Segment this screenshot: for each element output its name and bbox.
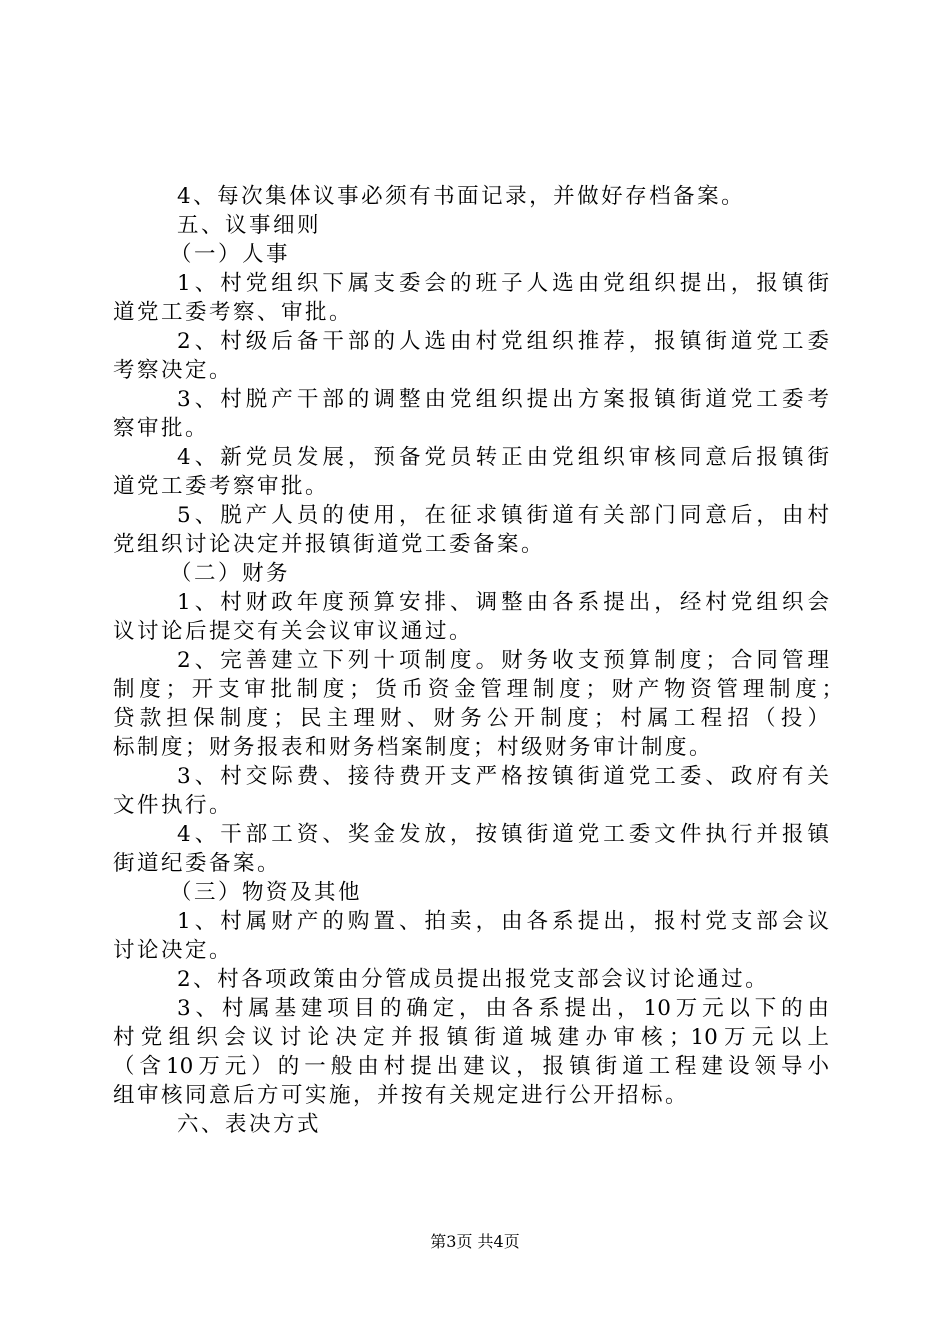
paragraph-line: 3、村脱产干部的调整由党组织提出方案报镇街道党工委考 (177, 387, 829, 412)
paragraph-line: 街道纪委备案。 (113, 851, 282, 876)
paragraph-line: （含10万元）的一般由村提出建议，报镇街道工程建设领导小 (113, 1054, 829, 1079)
paragraph-line: 道党工委考察审批。 (113, 474, 330, 499)
paragraph-line: 党组织讨论决定并报镇街道党工委备案。 (113, 532, 546, 557)
paragraph-line: 村党组织会议讨论决定并报镇街道城建办审核；10万元以上 (113, 1025, 829, 1050)
section-heading: 六、表决方式 (177, 1112, 322, 1137)
paragraph-line: 议讨论后提交有关会议审议通过。 (113, 619, 474, 644)
paragraph-line: 4、每次集体议事必须有书面记录，并做好存档备案。 (177, 184, 746, 209)
paragraph-line: 2、村各项政策由分管成员提出报党支部会议讨论通过。 (177, 967, 770, 992)
paragraph-line: 贷款担保制度；民主理财、财务公开制度；村属工程招（投） (113, 706, 829, 731)
paragraph-line: 2、村级后备干部的人选由村党组织推荐，报镇街道党工委 (177, 329, 829, 354)
paragraph-line: 道党工委考察、审批。 (113, 300, 354, 325)
paragraph-line: 考察决定。 (113, 358, 234, 383)
paragraph-line: 察审批。 (113, 416, 210, 441)
paragraph-line: 3、村属基建项目的确定，由各系提出，10万元以下的由 (177, 996, 829, 1021)
paragraph-line: 标制度；财务报表和财务档案制度；村级财务审计制度。 (113, 735, 714, 760)
paragraph-line: 讨论决定。 (113, 938, 234, 963)
page-number-footer: 第3页 共4页 (430, 1232, 520, 1251)
paragraph-line: 1、村党组织下属支委会的班子人选由党组织提出，报镇街 (177, 271, 829, 296)
paragraph-line: 1、村财政年度预算安排、调整由各系提出，经村党组织会 (177, 590, 829, 615)
paragraph-line: 制度；开支审批制度；货币资金管理制度；财产物资管理制度； (113, 677, 843, 702)
paragraph-line: 组审核同意后方可实施，并按有关规定进行公开招标。 (113, 1083, 690, 1108)
paragraph-line: 4、干部工资、奖金发放，按镇街道党工委文件执行并报镇 (177, 822, 829, 847)
subsection-heading: （二）财务 (170, 561, 291, 586)
section-heading: 五、议事细则 (177, 213, 322, 238)
paragraph-line: 4、新党员发展，预备党员转正由党组织审核同意后报镇街 (177, 445, 829, 470)
paragraph-line: 文件执行。 (113, 793, 234, 818)
paragraph-line: 5、脱产人员的使用，在征求镇街道有关部门同意后，由村 (177, 503, 829, 528)
paragraph-line: 2、完善建立下列十项制度。财务收支预算制度；合同管理 (177, 648, 829, 673)
paragraph-line: 1、村属财产的购置、拍卖，由各系提出，报村党支部会议 (177, 909, 829, 934)
subsection-heading: （三）物资及其他 (170, 880, 363, 905)
subsection-heading: （一）人事 (170, 242, 291, 267)
paragraph-line: 3、村交际费、接待费开支严格按镇街道党工委、政府有关 (177, 764, 829, 789)
